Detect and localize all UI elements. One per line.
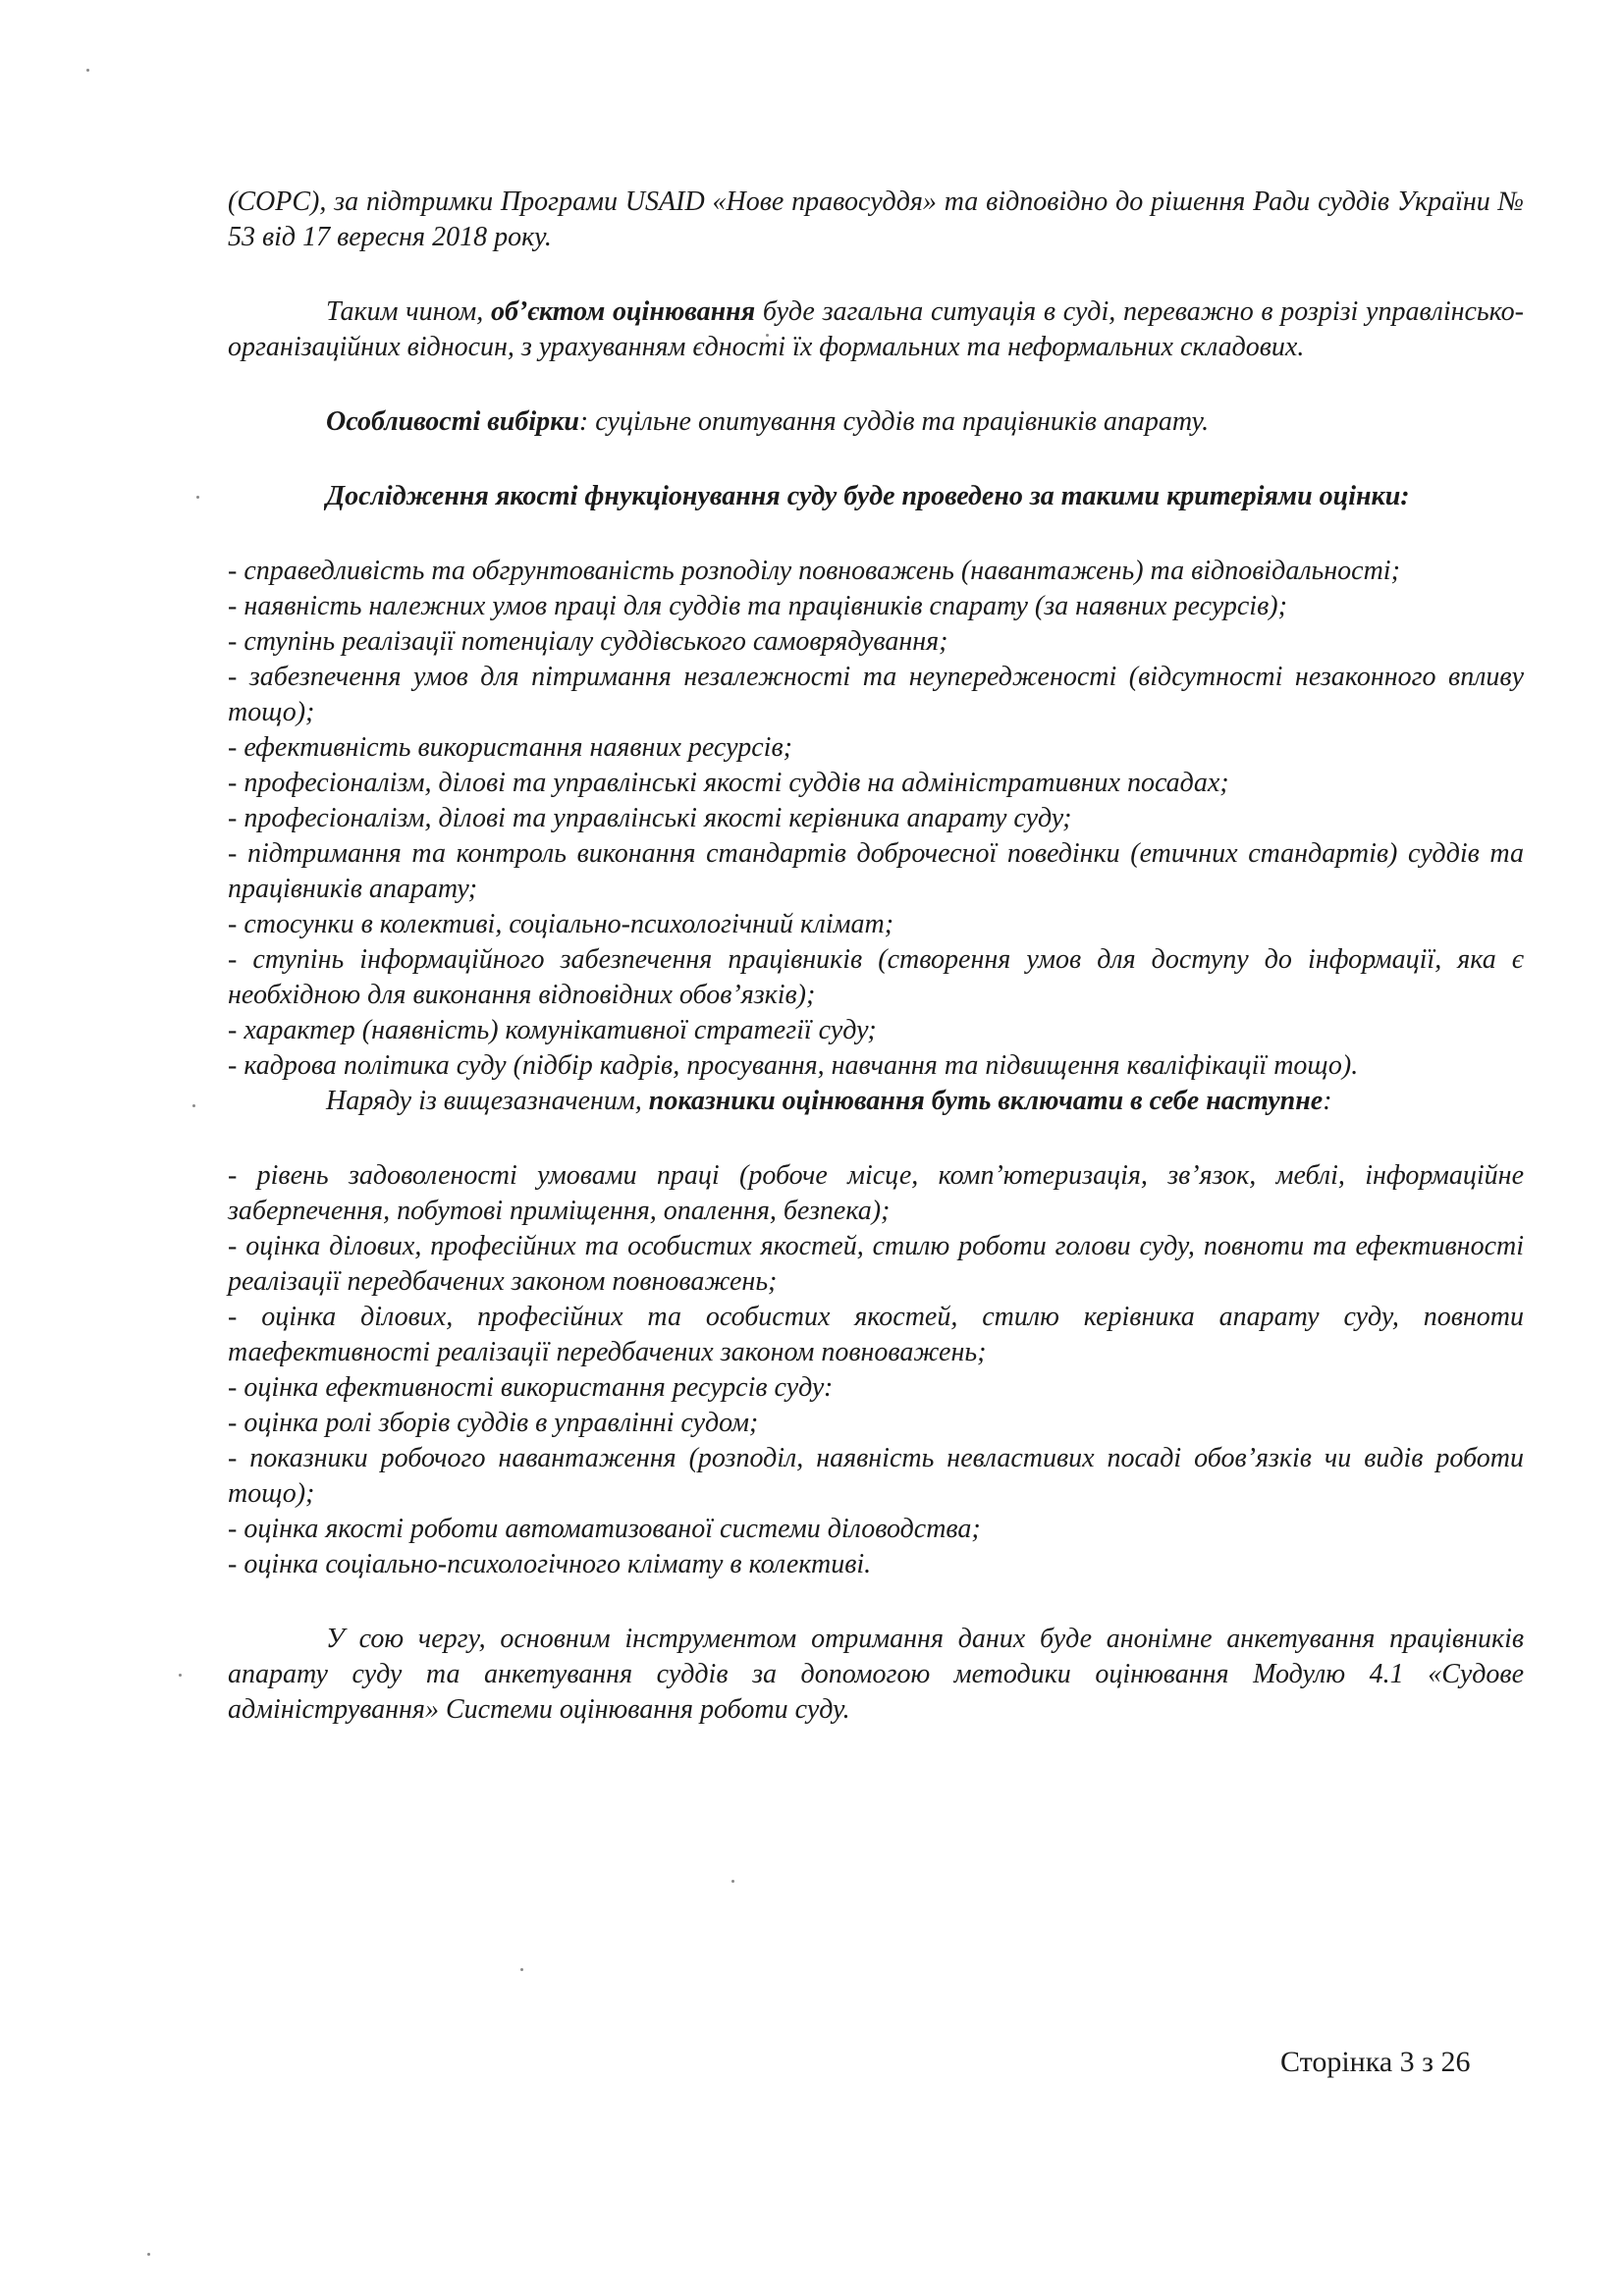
list-item: - справедливість та обгрунтованість розподілу повноважень (навантажень) та відповідальності; bbox=[228, 556, 1400, 586]
list-item: - оцінка якості роботи автоматизованої системи діловодства; bbox=[228, 1514, 981, 1544]
list-item: - професіоналізм, ділові та управлінські якості суддів на адміністративних посадах; bbox=[228, 768, 1229, 798]
criteria-list bbox=[228, 554, 1524, 1084]
list-item: - ступінь інформаційного забезпечення працівників (створення умов для доступу до інформації, яка є необхідною для виконання відповідних обов’язків); bbox=[228, 944, 1524, 1010]
closing-paragraph: У сою чергу, основним інструментом отримання даних буде анонімне анкетування працівників апарату суду та анкетування суддів за допомогою методики оцінювання Модулю 4.1 «Судове адміністрування» Системи оцінювання роботи суду. bbox=[228, 1624, 1524, 1725]
list-item: - забезпечення умов для пітримання незалежності та неупередженості (відсутності незаконного впливу тощо); bbox=[228, 662, 1524, 727]
page-number: Сторінка 3 з 26 bbox=[1280, 2046, 1471, 2078]
sample-paragraph bbox=[228, 404, 1524, 440]
list-item: - підтримання та контроль виконання стандартів доброчесної поведінки (етичних стандартів) суддів та працівників апарату; bbox=[228, 838, 1524, 904]
sample-rest: : суцільне опитування суддів та працівників апарату. bbox=[578, 406, 1210, 437]
object-lead: Таким чином, bbox=[326, 296, 491, 327]
list-item: - оцінка соціально-психологічного клімату в колективі. bbox=[228, 1549, 872, 1579]
list-item: - оцінка ролі зборів суддів в управлінні судом; bbox=[228, 1408, 759, 1438]
object-bold-term: об’єктом оцінювання bbox=[491, 296, 756, 327]
list-item: - ступінь реалізації потенціалу суддівського самоврядування; bbox=[228, 626, 948, 657]
list-item: - стосунки в колективі, соціально-психологічний клімат; bbox=[228, 909, 894, 939]
document-body bbox=[228, 185, 1524, 1728]
list-item: - професіоналізм, ділові та управлінські якості керівника апарату суду; bbox=[228, 803, 1072, 833]
list-item: - кадрова політика суду (підбір кадрів, просування, навчання та підвищення кваліфікації тощо). bbox=[228, 1050, 1359, 1081]
list-item: - наявність належних умов праці для суддів та працівників спарату (за наявних ресурсів); bbox=[228, 591, 1287, 621]
sample-bold-term: Особливості вибірки bbox=[326, 406, 579, 437]
indicators-rest: : bbox=[1323, 1086, 1332, 1116]
object-rest: буде загальна ситуація в суді, переважно в розрізі управлінсько-організаційних відносин, з урахуванням єдності їх формальних та неформальних складових. bbox=[228, 296, 1525, 362]
list-item: - рівень задоволеності умовами праці (робоче місце, комп’ютеризація, зв’язок, меблі, інформаційне заберпечення, побутові приміщення, опалення, безпека); bbox=[228, 1160, 1524, 1226]
object-paragraph bbox=[228, 294, 1524, 365]
list-item: - ефективність використання наявних ресурсів; bbox=[228, 732, 792, 763]
criteria-heading: Дослідження якості фнукціонування суду буде проведено за такими критеріями оцінки: bbox=[326, 481, 1410, 511]
scan-speck bbox=[179, 1674, 182, 1677]
indicators-lead: Наряду із вищезазначеним, bbox=[326, 1086, 649, 1116]
scan-speck bbox=[147, 2253, 150, 2256]
indicators-heading bbox=[228, 1084, 1524, 1119]
indicators-list bbox=[228, 1158, 1524, 1582]
scan-speck bbox=[192, 1104, 195, 1107]
scan-speck bbox=[196, 496, 199, 499]
scan-speck bbox=[86, 69, 89, 72]
scan-speck bbox=[520, 1968, 523, 1971]
intro-paragraph: (СОРС), за підтримки Програми USAID «Нове правосуддя» та відповідно до рішення Ради суддів України № 53 від 17 вересня 2018 року. bbox=[228, 187, 1524, 252]
list-item: - оцінка ділових, професійних та особистих якостей, стилю керівника апарату суду, повноти таефективності реалізації передбачених законом повноважень; bbox=[228, 1302, 1524, 1367]
list-item: - показники робочого навантаження (розподіл, наявність невластивих посаді обов’язків чи видів роботи тощо); bbox=[228, 1443, 1524, 1509]
indicators-bold-term: показники оцінювання буть включати в себе наступне bbox=[648, 1086, 1324, 1116]
list-item: - оцінка ефективності використання ресурсів суду: bbox=[228, 1372, 834, 1403]
list-item: - характер (наявність) комунікативної стратегії суду; bbox=[228, 1015, 877, 1045]
list-item: - оцінка ділових, професійних та особистих якостей, стилю роботи голови суду, повноти та ефективності реалізації передбачених законом повноважень; bbox=[228, 1231, 1524, 1297]
scan-speck bbox=[731, 1880, 734, 1883]
